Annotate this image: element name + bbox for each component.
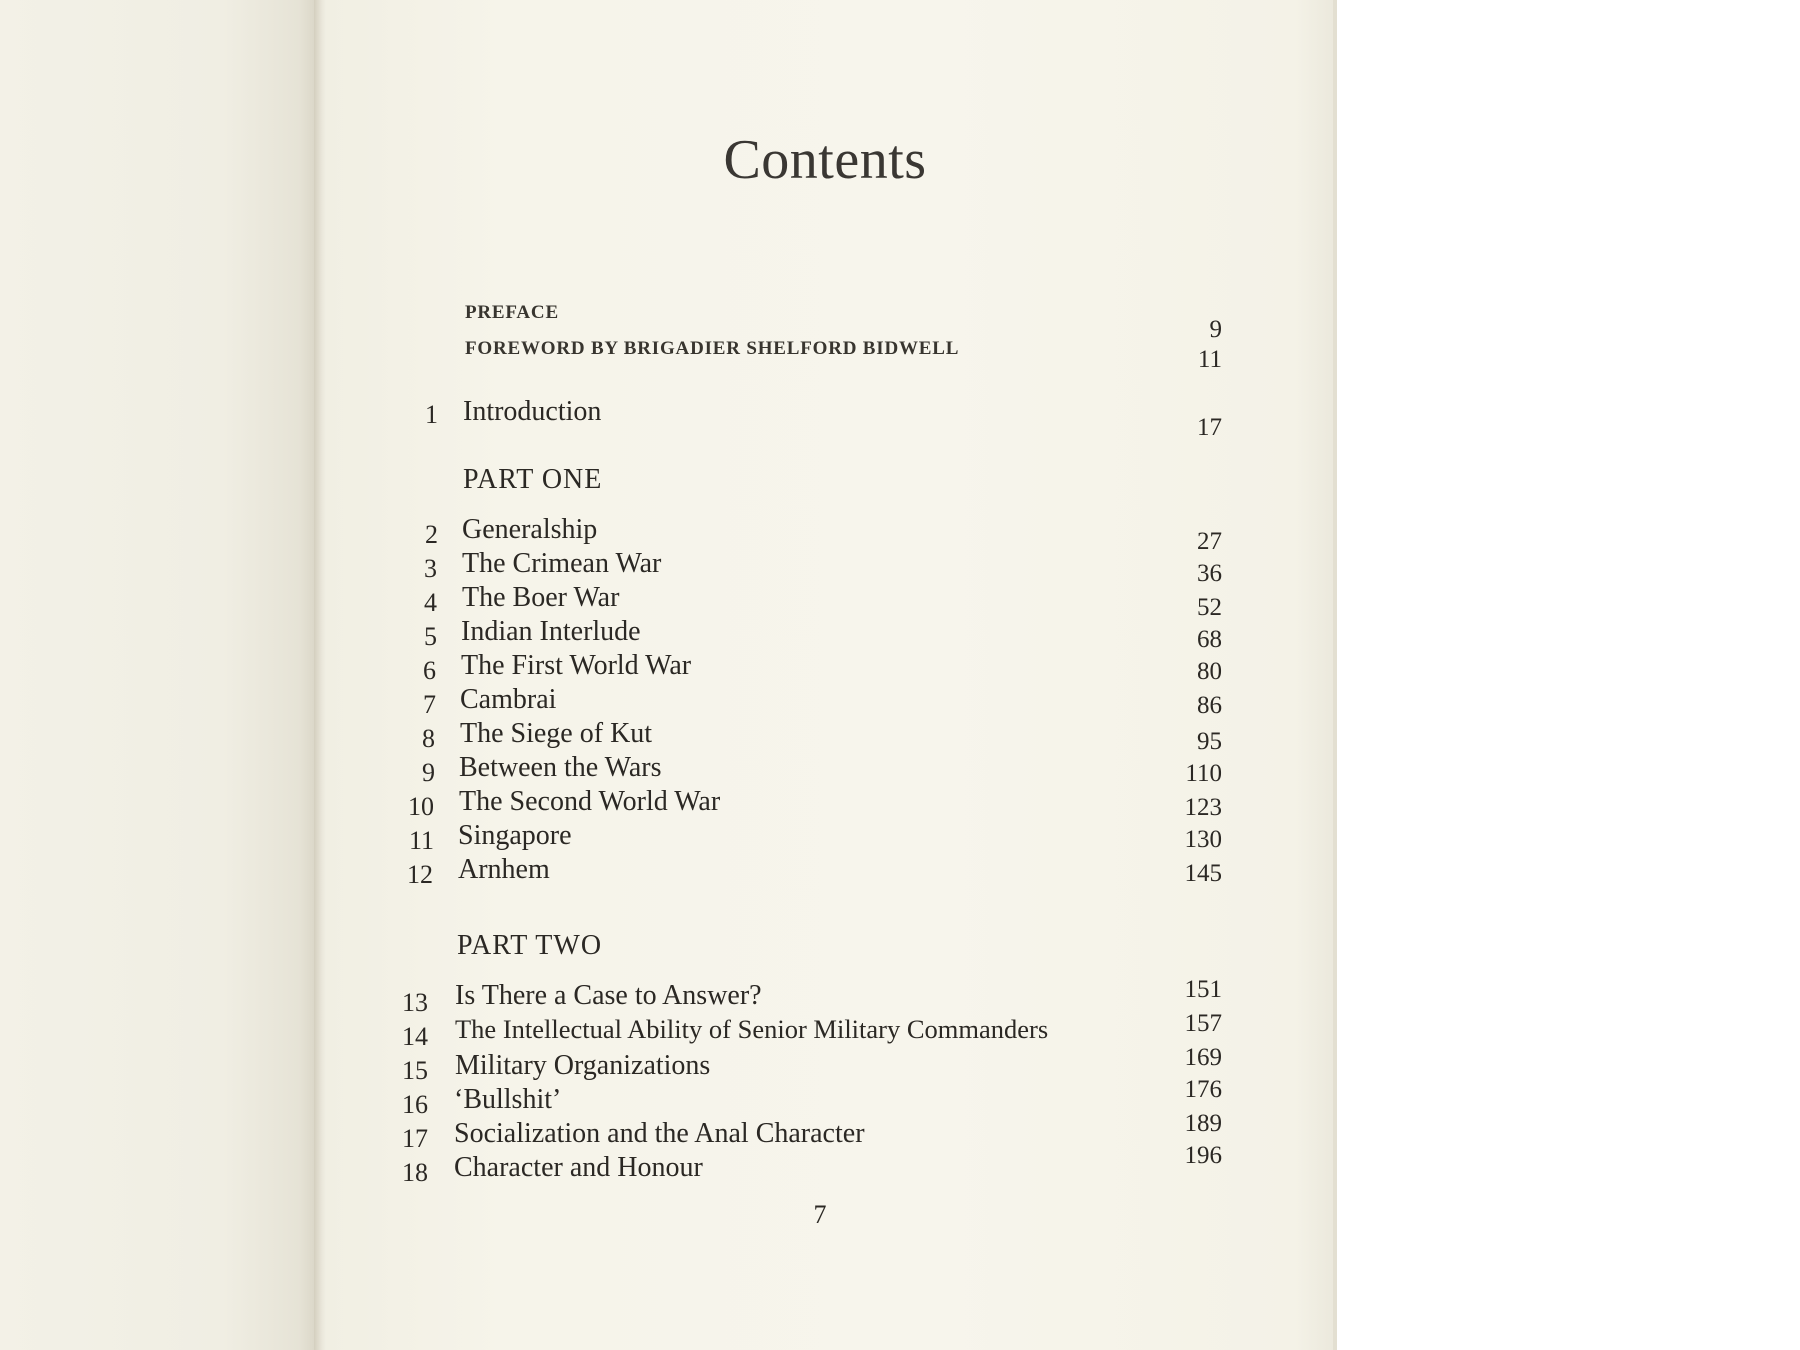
chapter-number: 1 bbox=[425, 400, 438, 429]
chapter-number: 9 bbox=[422, 758, 435, 787]
front-matter-page: 9 bbox=[1209, 316, 1222, 343]
chapter-number: 4 bbox=[424, 588, 437, 617]
chapter-page: 145 bbox=[1184, 860, 1222, 887]
chapter-number: 15 bbox=[402, 1056, 428, 1085]
chapter-title: Is There a Case to Answer? bbox=[455, 980, 762, 1011]
chapter-number: 17 bbox=[402, 1124, 428, 1153]
chapter-title: Military Organizations bbox=[455, 1050, 711, 1081]
chapter-title: The Second World War bbox=[459, 786, 721, 817]
chapter-title: Between the Wars bbox=[459, 752, 662, 783]
chapter-title: Introduction bbox=[463, 396, 602, 427]
page-number: 7 bbox=[813, 1200, 827, 1229]
chapter-page: 176 bbox=[1184, 1076, 1222, 1103]
chapter-title: Generalship bbox=[462, 514, 598, 545]
chapter-title: Cambrai bbox=[460, 684, 557, 715]
chapter-number: 2 bbox=[425, 520, 438, 549]
chapter-title: Arnhem bbox=[458, 854, 550, 885]
chapter-title: ‘Bullshit’ bbox=[454, 1084, 562, 1115]
chapter-number: 6 bbox=[423, 656, 436, 685]
part-one-label: PART ONE bbox=[463, 464, 603, 495]
chapter-page: 151 bbox=[1184, 976, 1222, 1003]
chapter-number: 12 bbox=[407, 860, 433, 889]
chapter-page: 86 bbox=[1197, 692, 1222, 719]
chapter-title: The Crimean War bbox=[462, 548, 662, 579]
chapter-page: 95 bbox=[1197, 728, 1222, 755]
chapter-number: 3 bbox=[424, 554, 437, 583]
contents-heading: Contents bbox=[723, 129, 927, 191]
front-matter-label: FOREWORD BY BRIGADIER SHELFORD BIDWELL bbox=[465, 338, 960, 359]
chapter-number: 13 bbox=[402, 988, 428, 1017]
chapter-title: The First World War bbox=[461, 650, 692, 681]
chapter-page: 189 bbox=[1184, 1110, 1222, 1137]
chapter-page: 17 bbox=[1197, 414, 1222, 441]
chapter-page: 68 bbox=[1197, 626, 1222, 653]
chapter-page: 36 bbox=[1197, 560, 1222, 587]
chapter-title: Character and Honour bbox=[454, 1152, 703, 1183]
chapter-title: Singapore bbox=[458, 820, 572, 851]
part-two-label: PART TWO bbox=[457, 930, 603, 961]
chapter-title: Indian Interlude bbox=[461, 616, 641, 647]
chapter-number: 11 bbox=[408, 826, 434, 855]
chapter-number: 5 bbox=[424, 622, 437, 651]
chapter-title: The Boer War bbox=[462, 582, 620, 613]
chapter-page: 157 bbox=[1184, 1010, 1222, 1037]
chapter-number: 8 bbox=[422, 724, 435, 753]
chapter-page: 80 bbox=[1197, 658, 1222, 685]
chapter-page: 123 bbox=[1184, 794, 1222, 821]
chapter-page: 130 bbox=[1184, 826, 1222, 853]
chapter-number: 10 bbox=[408, 792, 434, 821]
chapter-title: The Siege of Kut bbox=[460, 718, 653, 749]
chapter-page: 27 bbox=[1197, 528, 1222, 555]
left-page bbox=[0, 0, 318, 1350]
chapter-number: 18 bbox=[402, 1158, 428, 1187]
chapter-page: 110 bbox=[1185, 760, 1222, 787]
page-edge bbox=[1333, 0, 1337, 1350]
chapter-title: The Intellectual Ability of Senior Military Commanders bbox=[455, 1014, 1049, 1044]
chapter-number: 16 bbox=[402, 1090, 428, 1119]
chapter-page: 169 bbox=[1184, 1044, 1222, 1071]
chapter-number: 14 bbox=[402, 1022, 428, 1051]
chapter-page: 52 bbox=[1197, 594, 1222, 621]
front-matter-label: PREFACE bbox=[465, 302, 559, 323]
front-matter-page: 11 bbox=[1197, 346, 1222, 373]
chapter-page: 196 bbox=[1184, 1142, 1222, 1169]
chapter-title: Socialization and the Anal Character bbox=[454, 1118, 865, 1149]
chapter-number: 7 bbox=[423, 690, 436, 719]
